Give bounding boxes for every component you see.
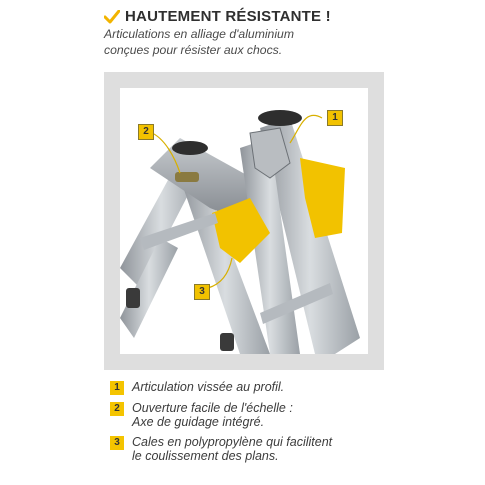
badge-2: 2	[110, 402, 124, 416]
badge-3: 3	[110, 436, 124, 450]
ladder-hinge-photo	[120, 88, 368, 354]
subtitle-line-2: conçues pour résister aux chocs.	[104, 43, 283, 57]
legend	[110, 380, 440, 469]
header	[104, 8, 464, 57]
page-title: HAUTEMENT RÉSISTANTE !	[125, 8, 331, 25]
legend-2-line-2: Axe de guidage intégré.	[132, 415, 265, 429]
badge-1: 1	[110, 381, 124, 395]
legend-3-line-2: le coulissement des plans.	[132, 449, 279, 463]
ladder-illustration	[120, 88, 368, 354]
subtitle-line-1: Articulations en alliage d'aluminium	[104, 27, 294, 41]
callout-3: 3	[194, 284, 210, 300]
legend-3-line-1: Cales en polypropylène qui facilitent	[132, 435, 333, 449]
legend-item-1	[110, 380, 440, 395]
photo-frame	[104, 72, 384, 370]
callout-1: 1	[327, 110, 343, 126]
legend-2-line-1: Ouverture facile de l'échelle :	[132, 401, 293, 415]
checkmark-icon	[104, 10, 120, 24]
callout-2: 2	[138, 124, 154, 140]
legend-item-2	[110, 401, 440, 429]
legend-item-3	[110, 435, 440, 463]
legend-1-line-1: Articulation vissée au profil.	[132, 380, 285, 394]
title-row	[104, 8, 464, 25]
